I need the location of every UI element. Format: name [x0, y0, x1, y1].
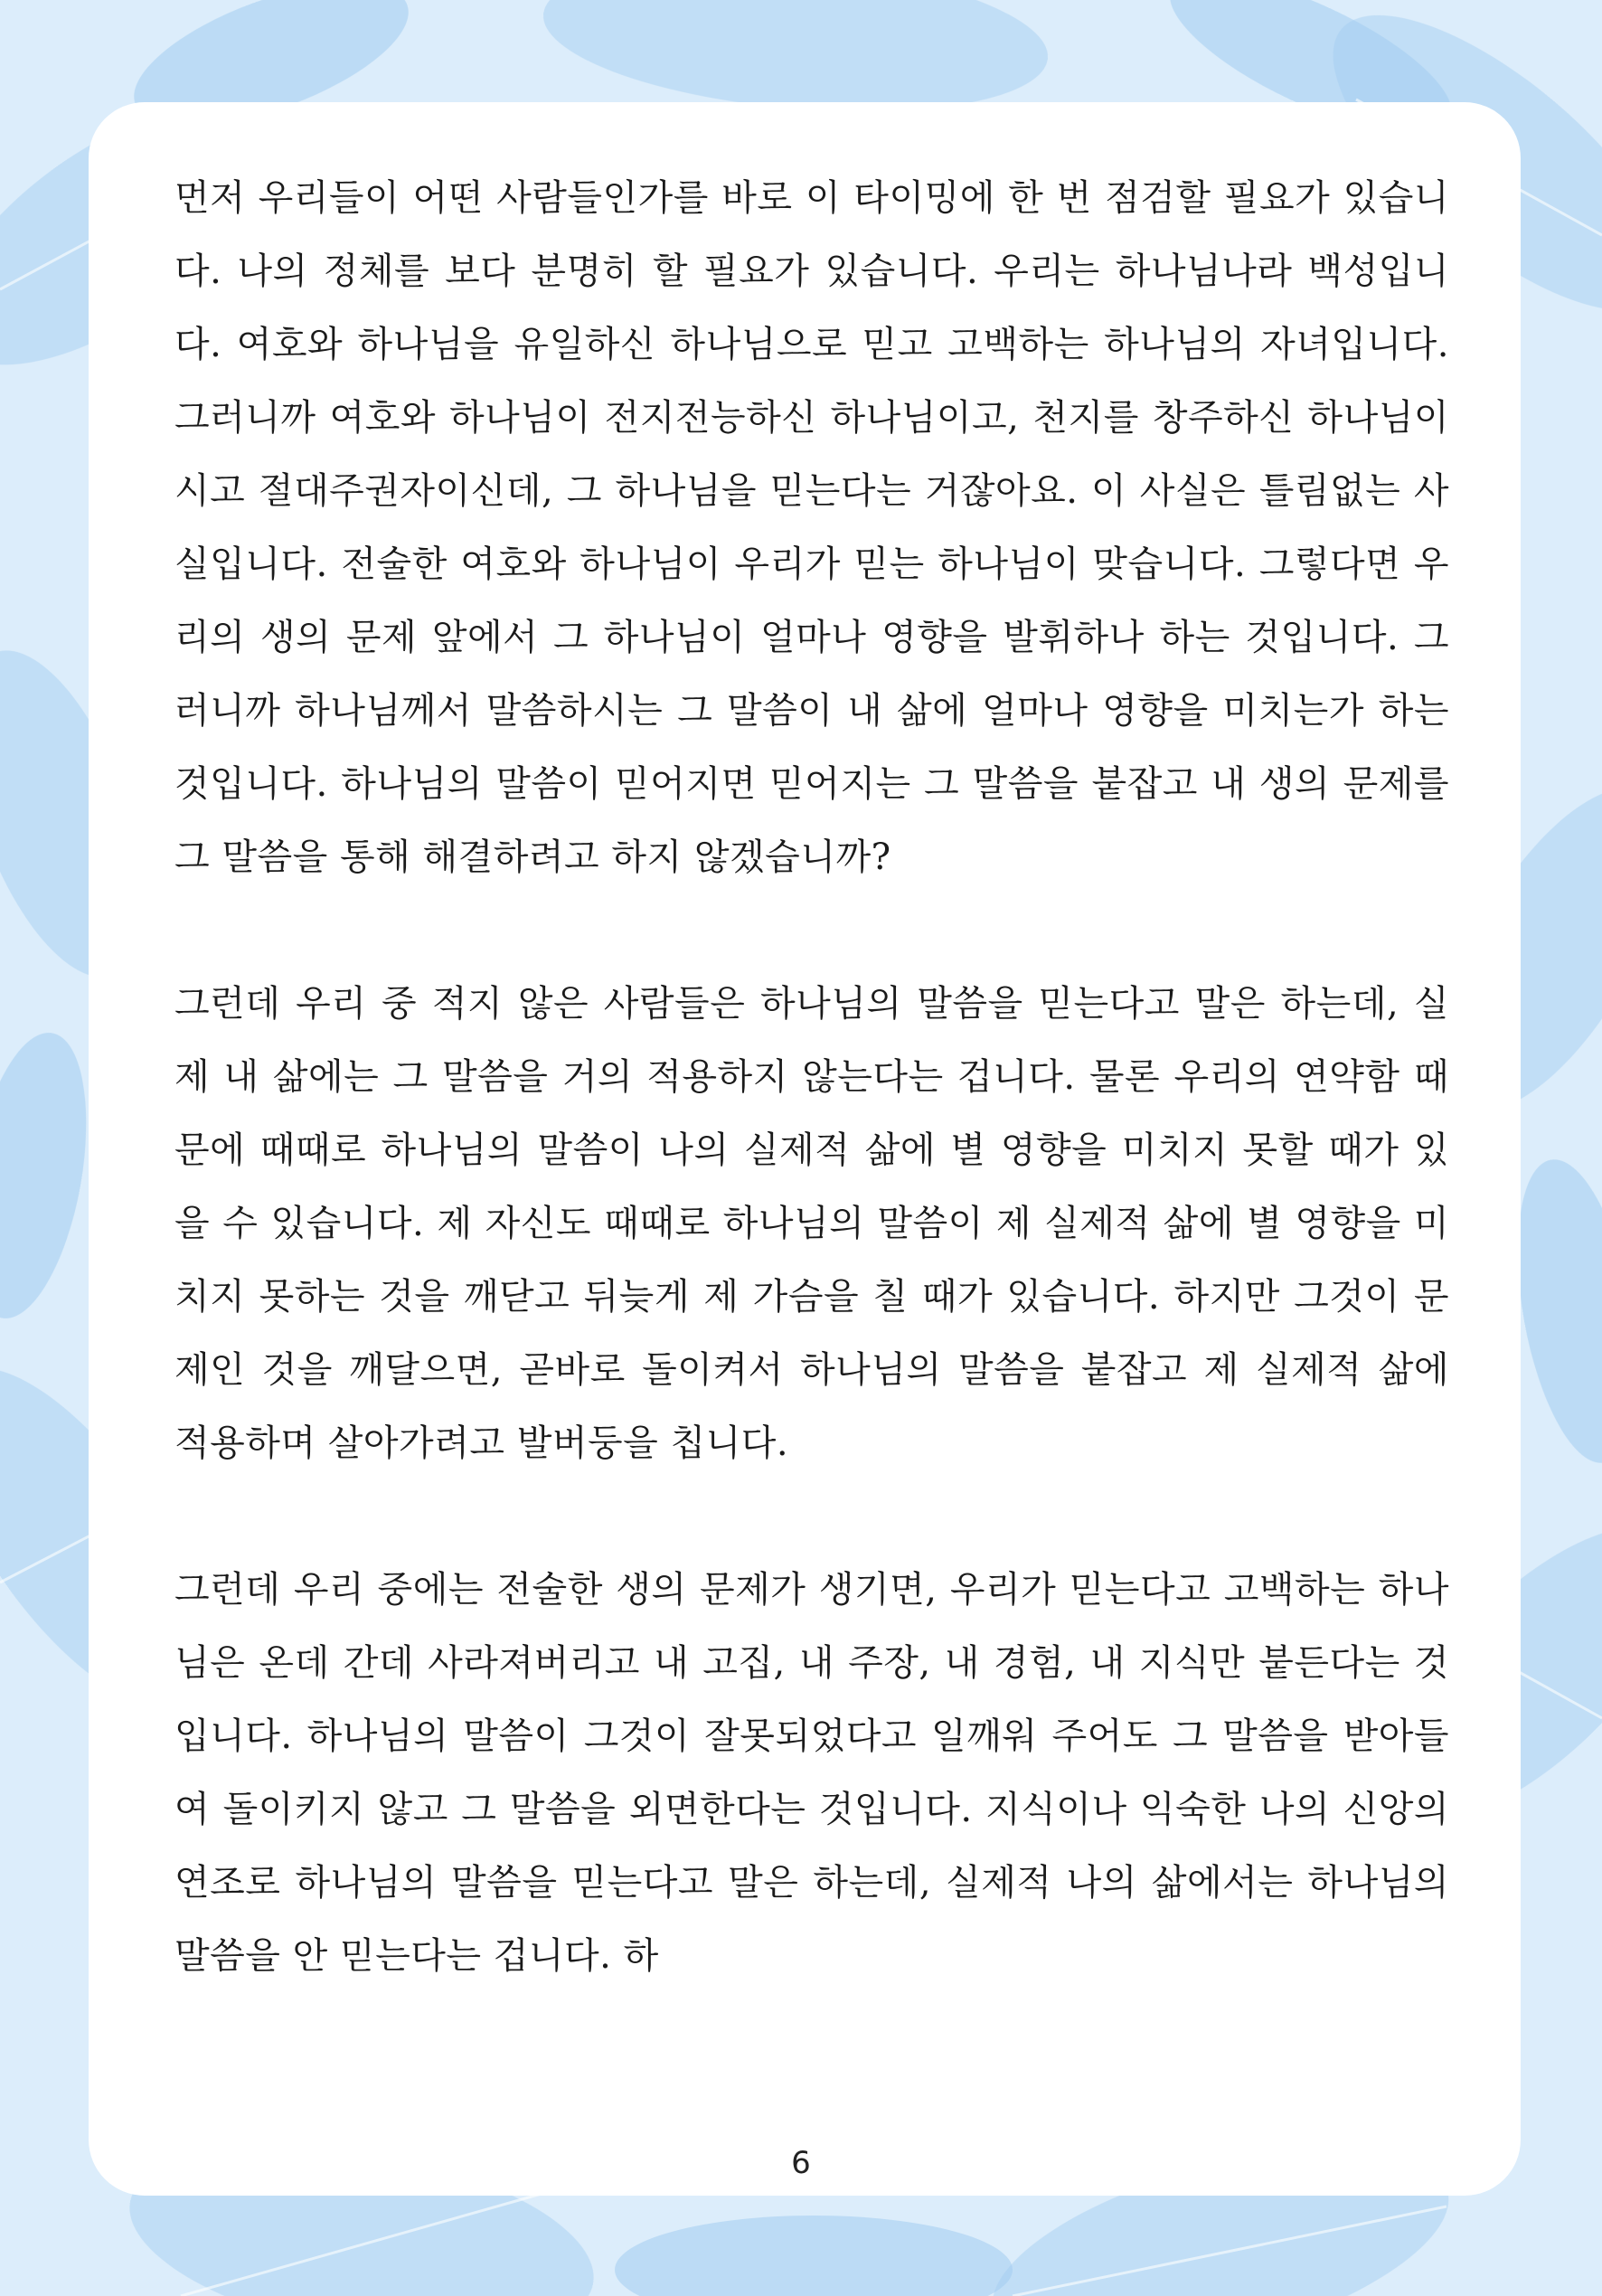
paragraph-1: 먼저 우리들이 어떤 사람들인가를 바로 이 타이밍에 한 번 점검할 필요가 있습니다. 나의 정체를 보다 분명히 할 필요가 있습니다. 우리는 하나님나라 백성입니다. 여호와 하나님을 유일하신 하나님으로 믿고 고백하는 하나님의 자녀입니다. 그러니까 여호와 하나님이 전지전능하신 하나님이고, 천지를 창주하신 하나님이시고 절대주권자이신데, 그 하나님을 믿는다는 거잖아요. 이 사실은 틀림없는 사실입니다. 전술한 여호와 하나님이 우리가 믿는 하나님이 맞습니다. 그렇다면 우리의 생의 문제 앞에서 그 하나님이 얼마나 영향을 발휘하나 하는 것입니다. 그러니까 하나님께서 말씀하시는 그 말씀이 내 삶에 얼마나 영향을 미치는가 하는 것입니다. 하나님의 말씀이 믿어지면 믿어지는 그 말씀을 붙잡고 내 생의 문제를 그 말씀을 통해 해결하려고 하지 않겠습니까? [174, 177, 1449, 878]
text-body [174, 162, 1449, 1993]
paragraph-3: 그런데 우리 중에는 전술한 생의 문제가 생기면, 우리가 믿는다고 고백하는 하나님은 온데 간데 사라져버리고 내 고집, 내 주장, 내 경험, 내 지식만 붙든다는 것입니다. 하나님의 말씀이 그것이 잘못되었다고 일깨워 주어도 그 말씀을 받아들여 돌이키지 않고 그 말씀을 외면한다는 것입니다. 지식이나 익숙한 나의 신앙의 연조로 하나님의 말씀을 믿는다고 말은 하는데, 실제적 나의 삶에서는 하나님의 말씀을 안 믿는다는 겁니다. 하 [174, 1569, 1449, 1977]
paragraph-2: 그런데 우리 중 적지 않은 사람들은 하나님의 말씀을 믿는다고 말은 하는데, 실제 내 삶에는 그 말씀을 거의 적용하지 않는다는 겁니다. 물론 우리의 연약함 때문에 때때로 하나님의 말씀이 나의 실제적 삶에 별 영향을 미치지 못할 때가 있을 수 있습니다. 제 자신도 때때로 하나님의 말씀이 제 실제적 삶에 별 영향을 미치지 못하는 것을 깨닫고 뒤늦게 제 가슴을 칠 때가 있습니다. 하지만 그것이 문제인 것을 깨달으면, 곧바로 돌이켜서 하나님의 말씀을 붙잡고 제 실제적 삶에 적용하며 살아가려고 발버둥을 칩니다. [174, 983, 1449, 1464]
page-number: 6 [791, 2145, 811, 2181]
